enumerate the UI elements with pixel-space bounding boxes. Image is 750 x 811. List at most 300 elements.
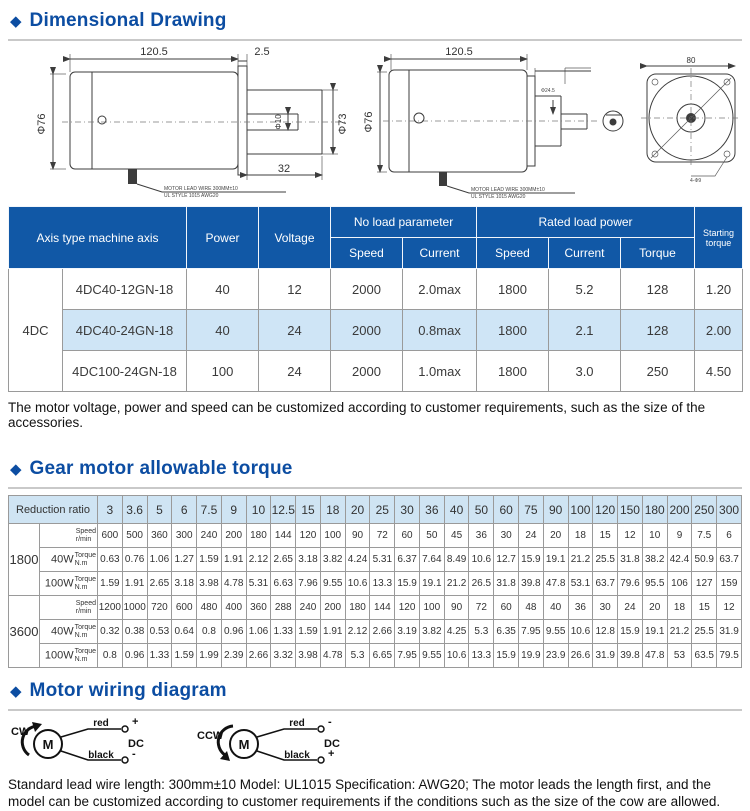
torque-value-cell: 1.06	[246, 620, 271, 644]
ratio-header-row	[9, 496, 742, 524]
torque-value-cell: 50	[419, 524, 444, 548]
torque-value-cell: 31.9	[717, 620, 742, 644]
torque-value-cell: 1.91	[320, 620, 345, 644]
spec-cell: 1800	[477, 269, 549, 310]
torque-value-cell: 106	[667, 572, 692, 596]
torque-value-cell: 180	[345, 596, 370, 620]
series-cell: 4DC	[9, 269, 63, 392]
subcol-torque: Torque	[621, 238, 695, 269]
torque-value-cell: 63.7	[717, 548, 742, 572]
dim-shaft-dia: Φ10	[274, 114, 283, 130]
col-axis-type: Axis type machine axis	[9, 207, 187, 269]
torque-value-cell: 0.38	[122, 620, 147, 644]
torque-value-cell: 2.66	[370, 620, 395, 644]
torque-value-cell: 21.2	[444, 572, 469, 596]
top-terminal-icon	[318, 726, 324, 732]
torque-value-cell: 23.9	[543, 644, 568, 668]
motor-side-drawing-left	[36, 44, 361, 200]
torque-value-cell: 120	[395, 596, 420, 620]
torque-value-cell: 3.32	[271, 644, 296, 668]
spec-cell: 1.0max	[403, 351, 477, 392]
torque-value-cell: 15.9	[494, 644, 519, 668]
ratio-cell: 7.5	[197, 496, 222, 524]
speed-group-cell: 3600	[9, 596, 40, 668]
spec-cell: 128	[621, 269, 695, 310]
wiring-diagrams	[8, 713, 742, 773]
row-label-unit: Speed r/min	[75, 528, 96, 543]
torque-value-cell: 60	[395, 524, 420, 548]
torque-value-cell: 6.65	[370, 644, 395, 668]
ratio-cell: 40	[444, 496, 469, 524]
model-cell: 4DC40-12GN-18	[63, 269, 187, 310]
front-holes-note: 4-Φ9	[690, 178, 702, 184]
torque-value-cell: 7.64	[419, 548, 444, 572]
ratio-cell: 75	[519, 496, 544, 524]
ratio-cell: 50	[469, 496, 494, 524]
torque-value-cell: 25.5	[593, 548, 618, 572]
dim-flange: 2.5	[254, 46, 270, 58]
spec-cell: 2000	[331, 310, 403, 351]
torque-value-cell: 720	[147, 596, 172, 620]
torque-value-cell: 127	[692, 572, 717, 596]
torque-value-cell: 1.33	[147, 644, 172, 668]
dim-front-width: 80	[686, 56, 696, 65]
ratio-cell: 10	[246, 496, 271, 524]
torque-value-cell: 600	[172, 596, 197, 620]
diamond-bullet-icon: ◆	[10, 682, 22, 700]
torque-value-cell: 63.7	[593, 572, 618, 596]
row-label-main: 40W	[50, 553, 74, 566]
torque-value-cell: 20	[543, 524, 568, 548]
row-label-unit: Torque N.m	[74, 552, 96, 567]
torque-value-cell: 31.8	[618, 548, 643, 572]
top-terminal-sign: +	[132, 716, 139, 728]
dimension-labels	[36, 46, 349, 199]
spec-table	[8, 206, 743, 392]
torque-value-cell: 3.82	[320, 548, 345, 572]
dim-shaft-len: 32	[277, 163, 291, 175]
torque-value-cell: 42.4	[667, 548, 692, 572]
torque-value-cell: 1.59	[172, 644, 197, 668]
torque-value-cell: 30	[494, 524, 519, 548]
torque-value-cell: 6.37	[395, 548, 420, 572]
torque-value-cell: 240	[197, 524, 222, 548]
top-terminal-sign: -	[328, 716, 332, 728]
torque-value-cell: 9.55	[419, 644, 444, 668]
torque-value-cell: 19.1	[419, 572, 444, 596]
torque-value-cell: 90	[444, 596, 469, 620]
torque-value-cell: 39.8	[618, 644, 643, 668]
col-power: Power	[187, 207, 259, 269]
lead-wire-note-2: UL STYLE 1015 AWG20	[471, 194, 526, 200]
torque-value-cell: 200	[320, 596, 345, 620]
torque-value-cell: 1.06	[147, 548, 172, 572]
torque-value-cell: 40	[543, 596, 568, 620]
row-label-main: 100W	[44, 649, 74, 662]
torque-value-cell: 9.55	[320, 572, 345, 596]
row-label-cell	[40, 620, 98, 644]
torque-value-cell: 1.59	[296, 620, 321, 644]
torque-value-cell: 7.95	[395, 644, 420, 668]
bottom-wire-label: black	[88, 750, 114, 761]
torque-value-cell: 10.6	[345, 572, 370, 596]
col-starting-torque: Starting torque	[695, 207, 743, 269]
row-label-main: 40W	[50, 625, 74, 638]
torque-value-cell: 24	[519, 524, 544, 548]
torque-value-cell: 12.8	[593, 620, 618, 644]
torque-value-cell: 0.32	[98, 620, 123, 644]
torque-value-cell: 4.78	[320, 644, 345, 668]
torque-value-cell: 3.19	[395, 620, 420, 644]
motor-letter: M	[238, 737, 250, 752]
row-label-unit: Torque N.m	[74, 648, 96, 663]
torque-value-cell: 48	[519, 596, 544, 620]
torque-value-cell: 31.8	[494, 572, 519, 596]
torque-value-cell: 180	[246, 524, 271, 548]
torque-value-cell: 19.9	[519, 644, 544, 668]
torque-value-cell: 4.25	[444, 620, 469, 644]
spec-cell: 12	[259, 269, 331, 310]
section-title: Motor wiring diagram	[29, 680, 227, 701]
dim-body-dia: Φ76	[36, 113, 48, 135]
torque-value-cell: 159	[717, 572, 742, 596]
ratio-cell: 300	[717, 496, 742, 524]
spec-cell: 5.2	[549, 269, 621, 310]
subcol-current: Current	[403, 238, 477, 269]
torque-value-cell: 9	[667, 524, 692, 548]
torque-value-cell: 0.76	[122, 548, 147, 572]
torque-value-cell: 1.33	[271, 620, 296, 644]
torque-value-cell: 26.5	[469, 572, 494, 596]
torque-value-cell: 1.91	[122, 572, 147, 596]
torque-value-cell: 8.49	[444, 548, 469, 572]
spec-cell: 24	[259, 351, 331, 392]
col-rated-load: Rated load power	[477, 207, 695, 238]
model-cell: 4DC100-24GN-18	[63, 351, 187, 392]
ratio-cell: 120	[593, 496, 618, 524]
spec-cell: 40	[187, 310, 259, 351]
spec-cell: 3.0	[549, 351, 621, 392]
torque-value-cell: 18	[667, 596, 692, 620]
torque-value-cell: 45	[444, 524, 469, 548]
dim-length: 120.5	[140, 46, 168, 58]
torque-value-cell: 2.65	[271, 548, 296, 572]
torque-value-cell: 90	[345, 524, 370, 548]
torque-value-cell: 21.2	[568, 548, 593, 572]
section-header-wiring	[8, 678, 742, 711]
torque-value-cell: 7.96	[296, 572, 321, 596]
spec-cell: 1800	[477, 310, 549, 351]
spec-cell: 2000	[331, 351, 403, 392]
ratio-cell: 18	[320, 496, 345, 524]
torque-value-cell: 18	[568, 524, 593, 548]
torque-value-cell: 31.9	[593, 644, 618, 668]
torque-row	[9, 548, 742, 572]
torque-value-cell: 1200	[98, 596, 123, 620]
spec-cell: 1800	[477, 351, 549, 392]
torque-value-cell: 1000	[122, 596, 147, 620]
row-label-cell	[40, 572, 98, 596]
torque-value-cell: 95.5	[642, 572, 667, 596]
section-header-torque	[8, 456, 742, 489]
torque-value-cell: 53.1	[568, 572, 593, 596]
torque-value-cell: 0.8	[98, 644, 123, 668]
supply-label: DC	[128, 738, 144, 750]
dimension-labels	[363, 46, 701, 200]
torque-value-cell: 10	[642, 524, 667, 548]
torque-value-cell: 50.9	[692, 548, 717, 572]
torque-value-cell: 144	[271, 524, 296, 548]
torque-value-cell: 47.8	[642, 644, 667, 668]
subcol-speed: Speed	[477, 238, 549, 269]
top-wire-label: red	[93, 718, 109, 729]
torque-value-cell: 15.9	[519, 548, 544, 572]
torque-value-cell: 480	[197, 596, 222, 620]
torque-value-cell: 0.8	[197, 620, 222, 644]
spec-cell: 250	[621, 351, 695, 392]
subcol-current: Current	[549, 238, 621, 269]
torque-row	[9, 596, 742, 620]
torque-value-cell: 19.1	[642, 620, 667, 644]
torque-value-cell: 36	[469, 524, 494, 548]
torque-value-cell: 72	[370, 524, 395, 548]
spec-cell: 40	[187, 269, 259, 310]
torque-value-cell: 240	[296, 596, 321, 620]
reduction-ratio-label: Reduction ratio	[9, 496, 98, 524]
torque-value-cell: 25.5	[692, 620, 717, 644]
torque-value-cell: 360	[147, 524, 172, 548]
spec-cell: 2000	[331, 269, 403, 310]
section-title: Gear motor allowable torque	[29, 458, 293, 479]
torque-value-cell: 2.66	[246, 644, 271, 668]
row-label-unit: Speed r/min	[75, 600, 96, 615]
torque-value-cell: 5.31	[370, 548, 395, 572]
model-cell: 4DC40-24GN-18	[63, 310, 187, 351]
torque-value-cell: 13.3	[469, 644, 494, 668]
ratio-cell: 3	[98, 496, 123, 524]
torque-value-cell: 12	[717, 596, 742, 620]
ratio-cell: 250	[692, 496, 717, 524]
dimensional-drawings	[8, 44, 742, 200]
torque-row	[9, 524, 742, 548]
torque-value-cell: 3.98	[296, 644, 321, 668]
top-wire	[61, 729, 121, 737]
bottom-terminal-icon	[122, 757, 128, 763]
row-label-unit: Torque N.m	[74, 576, 96, 591]
torque-value-cell: 15.9	[618, 620, 643, 644]
lead-wire-note-1: MOTOR LEAD WIRE 300MM±10	[471, 187, 545, 193]
dim-shaft-boss: Φ24.5	[541, 88, 555, 94]
ratio-cell: 150	[618, 496, 643, 524]
motor-side-and-front-drawing-right	[363, 44, 747, 200]
ratio-cell: 90	[543, 496, 568, 524]
ratio-cell: 15	[296, 496, 321, 524]
row-label-cell	[40, 548, 98, 572]
torque-table	[8, 495, 742, 668]
direction-label: CCW	[197, 730, 224, 742]
torque-value-cell: 200	[221, 524, 246, 548]
ratio-cell: 5	[147, 496, 172, 524]
torque-value-cell: 21.2	[667, 620, 692, 644]
torque-value-cell: 10.6	[444, 644, 469, 668]
torque-value-cell: 360	[246, 596, 271, 620]
torque-value-cell: 13.3	[370, 572, 395, 596]
ratio-cell: 30	[395, 496, 420, 524]
torque-value-cell: 0.96	[221, 620, 246, 644]
spec-cell: 128	[621, 310, 695, 351]
torque-value-cell: 12	[618, 524, 643, 548]
torque-value-cell: 36	[568, 596, 593, 620]
section-header-dimensional	[8, 8, 742, 41]
motor-letter: M	[42, 737, 54, 752]
torque-value-cell: 144	[370, 596, 395, 620]
row-label-cell	[40, 596, 98, 620]
direction-label: CW	[11, 726, 30, 738]
torque-value-cell: 0.64	[172, 620, 197, 644]
top-wire	[257, 729, 317, 737]
torque-value-cell: 72	[469, 596, 494, 620]
torque-value-cell: 3.82	[419, 620, 444, 644]
bottom-terminal-sign: +	[328, 748, 335, 760]
bottom-terminal-icon	[318, 757, 324, 763]
torque-value-cell: 500	[122, 524, 147, 548]
ratio-cell: 20	[345, 496, 370, 524]
ratio-cell: 36	[419, 496, 444, 524]
torque-value-cell: 15	[593, 524, 618, 548]
torque-value-cell: 1.59	[98, 572, 123, 596]
torque-table-body	[9, 496, 742, 668]
torque-value-cell: 400	[221, 596, 246, 620]
row-label-cell	[40, 644, 98, 668]
col-no-load: No load parameter	[331, 207, 477, 238]
torque-value-cell: 5.31	[246, 572, 271, 596]
ratio-cell: 100	[568, 496, 593, 524]
ratio-cell: 3.6	[122, 496, 147, 524]
torque-value-cell: 7.95	[519, 620, 544, 644]
torque-value-cell: 20	[642, 596, 667, 620]
row-label-cell	[40, 524, 98, 548]
cw-arrowhead-icon	[32, 722, 42, 732]
torque-value-cell: 100	[320, 524, 345, 548]
spec-cell: 4.50	[695, 351, 743, 392]
bottom-wire-label: black	[284, 750, 310, 761]
torque-value-cell: 0.96	[122, 644, 147, 668]
torque-row	[9, 572, 742, 596]
spec-cell: 2.1	[549, 310, 621, 351]
top-wire-label: red	[289, 718, 305, 729]
torque-value-cell: 288	[271, 596, 296, 620]
spec-cell: 2.00	[695, 310, 743, 351]
torque-value-cell: 0.63	[98, 548, 123, 572]
speed-group-cell: 1800	[9, 524, 40, 596]
torque-value-cell: 79.6	[618, 572, 643, 596]
torque-value-cell: 47.8	[543, 572, 568, 596]
torque-value-cell: 1.27	[172, 548, 197, 572]
spec-cell: 24	[259, 310, 331, 351]
torque-value-cell: 3.18	[172, 572, 197, 596]
torque-value-cell: 39.8	[519, 572, 544, 596]
ratio-cell: 6	[172, 496, 197, 524]
torque-value-cell: 10.6	[568, 620, 593, 644]
torque-value-cell: 26.6	[568, 644, 593, 668]
torque-value-cell: 0.53	[147, 620, 172, 644]
dim-face-dia: Φ73	[337, 113, 349, 135]
dim-body-dia: Φ76	[363, 111, 375, 133]
front-view	[641, 66, 741, 176]
row-label-unit: Torque N.m	[74, 624, 96, 639]
torque-value-cell: 2.65	[147, 572, 172, 596]
spec-row	[9, 351, 743, 392]
motor-body-outline	[383, 70, 623, 193]
lead-wire-note-2: UL STYLE 1015 AWG20	[164, 193, 219, 199]
lead-wire-note-1: MOTOR LEAD WIRE 300MM±10	[164, 186, 238, 192]
torque-value-cell: 63.5	[692, 644, 717, 668]
torque-value-cell: 120	[296, 524, 321, 548]
torque-value-cell: 6.63	[271, 572, 296, 596]
torque-value-cell: 4.24	[345, 548, 370, 572]
torque-value-cell: 10.6	[469, 548, 494, 572]
diamond-bullet-icon: ◆	[10, 460, 22, 478]
torque-value-cell: 1.59	[197, 548, 222, 572]
torque-value-cell: 53	[667, 644, 692, 668]
torque-value-cell: 5.3	[469, 620, 494, 644]
torque-value-cell: 300	[172, 524, 197, 548]
torque-row	[9, 620, 742, 644]
wiring-diagram-cw	[8, 713, 158, 773]
torque-value-cell: 19.1	[543, 548, 568, 572]
torque-value-cell: 12.7	[494, 548, 519, 572]
torque-value-cell: 60	[494, 596, 519, 620]
torque-value-cell: 4.78	[221, 572, 246, 596]
bottom-terminal-sign: -	[132, 748, 136, 760]
torque-value-cell: 1.91	[221, 548, 246, 572]
torque-value-cell: 6.35	[494, 620, 519, 644]
torque-value-cell: 3.98	[197, 572, 222, 596]
col-voltage: Voltage	[259, 207, 331, 269]
torque-value-cell: 2.12	[345, 620, 370, 644]
ratio-cell: 9	[221, 496, 246, 524]
torque-value-cell: 2.39	[221, 644, 246, 668]
torque-value-cell: 79.5	[717, 644, 742, 668]
ratio-cell: 200	[667, 496, 692, 524]
torque-value-cell: 30	[593, 596, 618, 620]
footer-note: Standard lead wire length: 300mm±10 Model: UL1015 Specification: AWG20; The motor leads the length first, and the model can be customized according to customer requirements if the conditions such as the size of the cow are allowed.	[8, 777, 721, 809]
torque-value-cell: 15.9	[395, 572, 420, 596]
torque-value-cell: 3.18	[296, 548, 321, 572]
spec-table-body	[9, 269, 743, 392]
torque-value-cell: 6	[717, 524, 742, 548]
spec-cell: 1.20	[695, 269, 743, 310]
torque-value-cell: 24	[618, 596, 643, 620]
torque-value-cell: 600	[98, 524, 123, 548]
spec-note: The motor voltage, power and speed can be customized according to customer requirements, such as the size of the accessories.	[8, 400, 706, 430]
spec-cell: 100	[187, 351, 259, 392]
dimension-lines	[50, 54, 338, 180]
torque-row	[9, 644, 742, 668]
spec-row	[9, 310, 743, 351]
wiring-diagram-ccw	[194, 713, 354, 773]
ratio-cell: 12.5	[271, 496, 296, 524]
top-terminal-icon	[122, 726, 128, 732]
spec-cell: 2.0max	[403, 269, 477, 310]
ratio-cell: 180	[642, 496, 667, 524]
torque-value-cell: 100	[419, 596, 444, 620]
torque-value-cell: 38.2	[642, 548, 667, 572]
spec-cell: 0.8max	[403, 310, 477, 351]
row-label-main: 100W	[44, 577, 74, 590]
ratio-cell: 60	[494, 496, 519, 524]
dim-length: 120.5	[445, 46, 473, 58]
